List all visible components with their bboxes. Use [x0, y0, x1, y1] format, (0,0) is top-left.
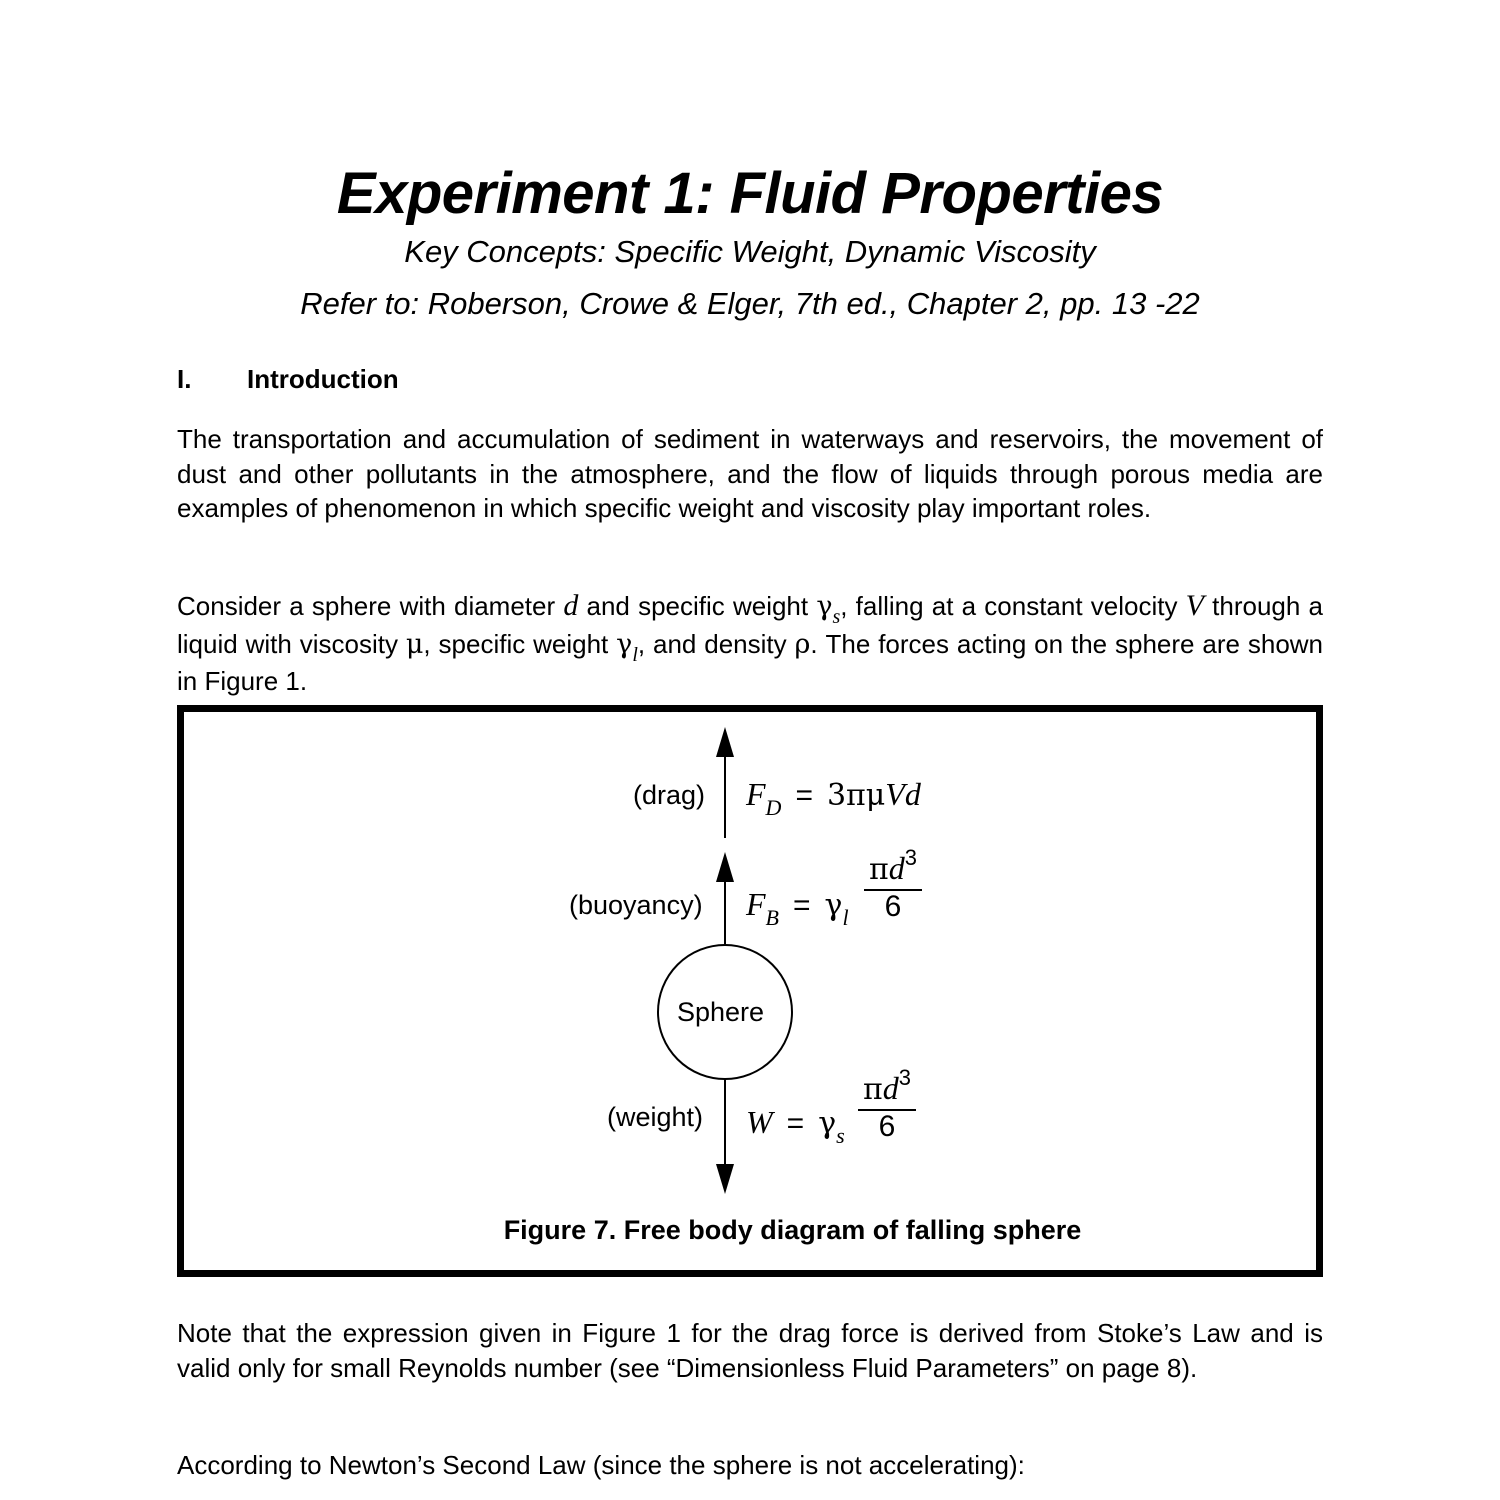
gamma-symbol: γ: [818, 1106, 837, 1141]
note-paragraph: Note that the expression given in Figure 1 for the drag force is derived from Stoke’s Law and is valid only for small Reynolds number (see “Dimensionless Fluid Parameters” on page 8).: [177, 1318, 1323, 1383]
reference-line: Refer to: Roberson, Crowe & Elger, 7th ed., Chapter 2, pp. 13 -22: [300, 286, 1200, 321]
buoyancy-equation: [746, 886, 849, 930]
drag-equation: [746, 776, 921, 820]
gamma-symbol: γ: [824, 888, 843, 923]
subscript-s: s: [832, 606, 841, 628]
text-run: , and density: [637, 628, 795, 659]
force-symbol: F: [746, 886, 766, 922]
weight-arrowhead: [716, 1164, 734, 1194]
gamma-subscript: s: [836, 1123, 845, 1148]
text-run: , specific weight: [423, 628, 617, 659]
buoyancy-label: (buoyancy): [569, 890, 703, 920]
drag-arrowhead: [716, 727, 734, 757]
weight-equation: [746, 1104, 845, 1148]
text-run: Consider a sphere with diameter: [177, 591, 564, 621]
d-symbol: d: [882, 1070, 899, 1106]
force-subscript: D: [765, 795, 782, 820]
d-symbol: d: [888, 850, 905, 886]
equals-sign: =: [786, 1107, 805, 1140]
symbol-gamma: γ: [816, 591, 833, 622]
force-symbol: F: [746, 776, 766, 812]
buoyancy-arrowhead: [716, 852, 734, 882]
buoyancy-fraction: [864, 845, 922, 923]
key-concepts: Key Concepts: Specific Weight, Dynamic Viscosity: [404, 234, 1096, 269]
page-title: Experiment 1: Fluid Properties: [336, 161, 1164, 226]
symbol-gamma: γ: [616, 628, 633, 660]
drag-coefficient: 3πμ: [826, 778, 886, 813]
symbol-mu: μ: [405, 628, 424, 660]
weight-label: (weight): [607, 1102, 704, 1132]
equals-sign: =: [793, 889, 811, 922]
section-number: I.: [177, 364, 192, 394]
pi-symbol: π: [869, 852, 889, 887]
figure-caption: Figure 7. Free body diagram of falling sphere: [503, 1215, 1082, 1245]
denominator: 6: [878, 1110, 896, 1143]
text-run: and specific weight: [578, 591, 817, 621]
drag-label: (drag): [633, 780, 706, 810]
equals-sign: =: [795, 779, 813, 812]
pi-symbol: π: [863, 1072, 883, 1107]
section-label: Introduction: [247, 364, 399, 394]
weight-symbol: W: [746, 1104, 773, 1140]
newton-paragraph: According to Newton’s Second Law (since the sphere is not accelerating):: [177, 1450, 1025, 1480]
text-run: , falling at a constant velocity: [840, 591, 1186, 621]
exponent: 3: [904, 845, 917, 870]
drag-variables: Vd: [885, 776, 921, 812]
intro-paragraph: The transportation and accumulation of sediment in waterways and reservoirs, the movement of dust and other pollutants in the atmosphere, and the flow of liquids through porous media are examples of phenomenon in which specific weight and viscosity play important roles.: [177, 424, 1323, 523]
text-run: . The forces acting on the sphere are shown in Figure 1.: [177, 628, 1324, 696]
symbol-v: V: [1185, 589, 1204, 622]
symbol-rho: ρ: [794, 628, 811, 660]
exponent: 3: [898, 1065, 911, 1090]
weight-fraction: [858, 1065, 916, 1143]
subscript-l: l: [632, 643, 638, 666]
gamma-subscript: l: [842, 905, 849, 930]
symbol-d: d: [563, 589, 579, 622]
text-run: through a liquid with viscosity: [177, 591, 1323, 659]
denominator: 6: [884, 890, 902, 923]
force-subscript: B: [765, 905, 779, 930]
sphere-label: Sphere: [677, 997, 765, 1027]
